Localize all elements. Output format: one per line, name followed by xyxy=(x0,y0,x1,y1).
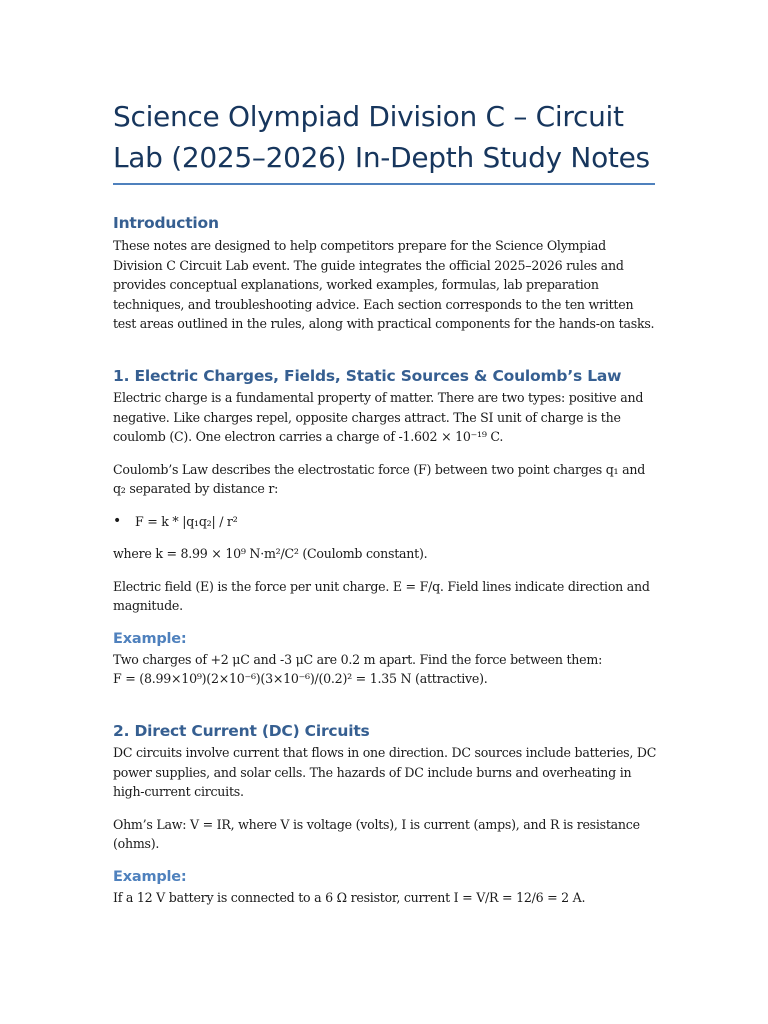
section-2-paragraph-1: DC circuits involve current that flows in one direction. DC sources include batteries, DC power supplies, and solar cells. The hazards of DC include burns and overheating in high-current circuits. xyxy=(113,745,657,799)
section-1-paragraph-4: Electric field (E) is the force per unit charge. E = F/q. Field lines indicate direction and magnitude. xyxy=(113,578,650,613)
coulomb-formula-bullet xyxy=(113,512,658,532)
intro-heading: Introduction xyxy=(113,214,219,232)
section-2-heading: 2. Direct Current (DC) Circuits xyxy=(113,722,370,740)
section-1-heading: 1. Electric Charges, Fields, Static Sources & Coulomb’s Law xyxy=(113,367,622,385)
bullet-icon: • xyxy=(113,512,122,529)
section-1-example-line-2: F = (8.99×10⁹)(2×10⁻⁶)(3×10⁻⁶)/(0.2)² = 1.35 N (attractive). xyxy=(113,671,488,686)
section-1 xyxy=(113,365,658,689)
intro-section xyxy=(113,212,658,334)
section-1-paragraph-3: where k = 8.99 × 10⁹ N·m²/C² (Coulomb constant). xyxy=(113,546,428,561)
document-page xyxy=(113,96,658,185)
section-1-example-heading: Example: xyxy=(113,630,187,647)
section-2-paragraph-2: Ohm’s Law: V = IR, where V is voltage (volts), I is current (amps), and R is resistance (ohms). xyxy=(113,816,640,851)
section-1-paragraph-1: Electric charge is a fundamental property of matter. There are two types: positive and negative. Like charges repel, opposite charges attract. The SI unit of charge is the coulomb (C). One electron carries a charge of -1.602 × 10⁻¹⁹ C. xyxy=(113,390,644,444)
section-1-paragraph-2: Coulomb’s Law describes the electrostatic force (F) between two point charges q₁ and q₂ separated by distance r: xyxy=(113,461,646,496)
title-underline xyxy=(113,183,655,185)
coulomb-formula: F = k * |q₁q₂| / r² xyxy=(135,513,238,529)
intro-paragraph: These notes are designed to help competitors prepare for the Science Olympiad Division C Circuit Lab event. The guide integrates the official 2025–2026 rules and provides conceptual explanations, worked examples, formulas, lab preparation techniques, and troubleshooting advice. Each section corresponds to the ten written test areas outlined in the rules, along with practical components for the hands-on tasks. xyxy=(113,238,655,331)
section-1-example-line-1: Two charges of +2 μC and -3 μC are 0.2 m apart. Find the force between them: xyxy=(113,651,603,667)
section-2-example-heading: Example: xyxy=(113,868,187,885)
document-title: Science Olympiad Division C – Circuit Lab (2025–2026) In-Depth Study Notes xyxy=(113,100,650,174)
section-2 xyxy=(113,720,658,907)
section-2-example-line-1: If a 12 V battery is connected to a 6 Ω resistor, current I = V/R = 12/6 = 2 A. xyxy=(113,889,586,905)
